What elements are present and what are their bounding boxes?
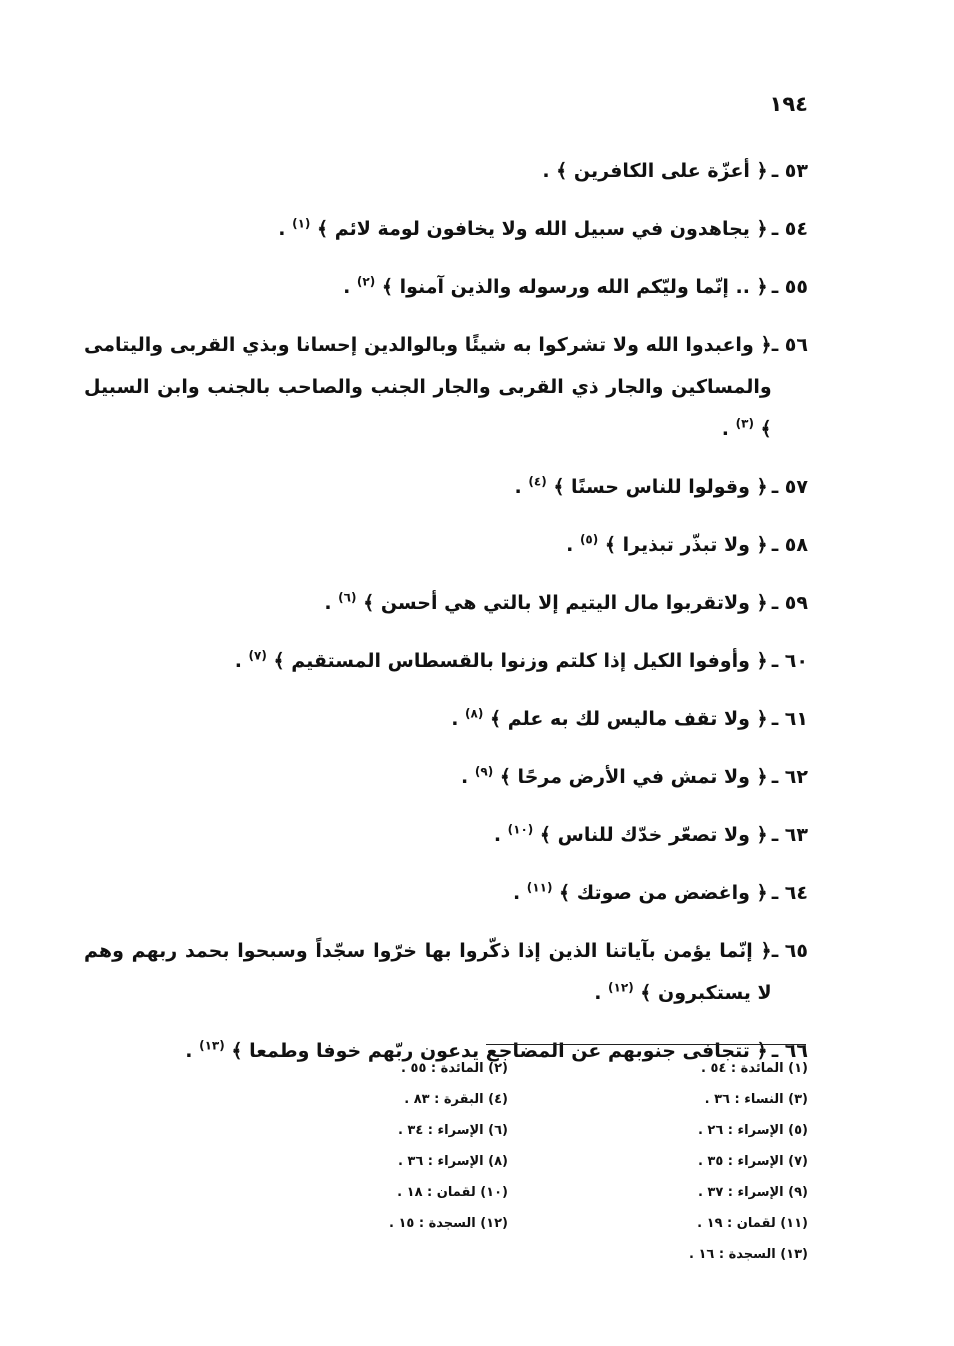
footnote-item: (٤) البقرة : ٨٣ . [404,1092,508,1107]
verse-number: ٦٢ ـ [771,766,808,788]
footnote-item: (٦) الإسراء : ٣٤ . [397,1123,508,1138]
footnote-reference: (١١) [526,880,553,895]
footnote-reference: (٩) [474,764,494,779]
verse-number: ٥٦ ـ [771,334,808,356]
footnote-item: (١) المائدة : ٥٤ . [701,1061,808,1076]
verse-number: ٥٥ ـ [771,276,808,298]
verse-text: ﴿ وأوفوا الكيل إذا كلتم وزنوا بالقسطاس المستقيم ﴾ $^{(٧)}$ . [234,648,768,672]
verse-text: ﴿ واغضض من صوتك ﴾ $^{(١١)}$ . [512,880,768,904]
verse-item [84,266,808,308]
verse-number: ٦٠ ـ [771,650,808,672]
footnote-reference: (٥) [579,532,599,547]
verse-number: ٦٦ ـ [771,1040,808,1062]
footnote-item: (٣) النساء : ٣٦ . [704,1092,808,1107]
verse-number: ٦١ ـ [771,708,808,730]
verse-number: ٦٣ ـ [771,824,808,846]
footnote-item: (٨) الإسراء : ٣٦ . [397,1154,508,1169]
footnotes [328,1056,808,1268]
verse-text: ﴿ ولا تبذّر تبذيرا ﴾ $^{(٥)}$ . [566,532,768,556]
verse-item [84,814,808,856]
footnote-item: (١٠) لقمان : ١٨ . [397,1185,508,1200]
footnote-reference: (٣) [735,416,754,431]
footnote-reference: (١٣) [199,1038,225,1053]
verse-text: ﴿ ولا تقف ماليس لك به علم ﴾ $^{(٨)}$ . [451,706,768,730]
footnote-item: (١٣) السجدة : ١٦ . [688,1247,808,1262]
footnote-divider [486,1044,806,1045]
footnote-item: (٢) المائدة : ٥٥ . [401,1061,508,1076]
footnote-reference: (٨) [465,706,484,721]
footnote-reference: (١٠) [507,822,534,837]
verse-text: ﴿ ولا تمش في الأرض مرحًا ﴾ $^{(٩)}$ . [461,764,768,788]
verse-number: ٥٨ ـ [771,534,808,556]
footnote-item: (٧) الإسراء : ٣٥ . [697,1154,808,1169]
verse-item [84,872,808,914]
footnote-item: (١٢) السجدة : ١٥ . [388,1216,508,1231]
verse-item [84,150,808,192]
verse-number: ٥٤ ـ [771,218,808,240]
verse-text: ﴿ إنّما يؤمن بآياتنا الذين إذا ذكّروا بها خرّوا سجّداً وسبحوا بحمد ربهم وهم لا يستكبرون ﴾ $^{(١٢)}$ . [84,940,772,1004]
footnote-item: (٩) الإسراء : ٣٧ . [697,1185,808,1200]
verse-number: ٥٩ ـ [771,592,808,614]
verse-text: ﴿ ولاتقربوا مال اليتيم إلا بالتي هي أحسن ﴾ $^{(٦)}$ . [324,590,768,614]
verse-text: ﴿ واعبدوا الله ولا تشركوا به شيئًا وبالوالدين إحسانا وبذي القربى واليتامى والمساكين والجار ذي القربى والجار الجنب والصاحب بالجنب وابن السبيل ﴾ $^{(٣)}$ . [84,334,772,440]
verse-text: ﴿ أعزّة على الكافرين ﴾ . [542,160,768,182]
verse-item [84,582,808,624]
verse-item [84,324,808,450]
verse-text: ﴿ تتجافى جنوبهم عن المضاجع يدعون ربّهم خوفا وطمعا ﴾ $^{(١٣)}$ . [185,1038,768,1062]
verse-number: ٦٤ ـ [771,882,808,904]
verse-item [84,930,808,1014]
verse-list [84,150,808,1088]
footnote-reference: (١) [292,216,311,231]
verse-number: ٥٣ ـ [771,160,808,182]
footnote-reference: (١٢) [608,980,634,995]
footnote-item: (١١) لقمان : ١٩ . [697,1216,808,1231]
verse-item [84,524,808,566]
verse-item [84,208,808,250]
verse-item [84,466,808,508]
footnote-reference: (٧) [248,648,267,663]
footnote-item: (٥) الإسراء : ٢٦ . [697,1123,808,1138]
verse-item [84,756,808,798]
footnote-reference: (٦) [338,590,357,605]
verse-item [84,698,808,740]
footnote-reference: (٢) [356,274,376,289]
verse-number: ٥٧ ـ [771,476,808,498]
footnote-reference: (٤) [528,474,547,489]
verse-text: ﴿ ولا تصعّر خدّك للناس ﴾ $^{(١٠)}$ . [493,822,768,846]
page-number: ١٩٤ [769,92,808,116]
verse-text: ﴿ .. إنّما وليّكم الله ورسوله والذين آمنوا ﴾ $^{(٢)}$ . [343,274,768,298]
verse-text: ﴿ يجاهدون في سبيل الله ولا يخافون لومة لائم ﴾ $^{(١)}$ . [278,216,768,240]
verse-text: ﴿ وقولوا للناس حسنًا ﴾ $^{(٤)}$ . [514,474,768,498]
verse-item [84,640,808,682]
verse-number: ٦٥ ـ [771,940,808,962]
